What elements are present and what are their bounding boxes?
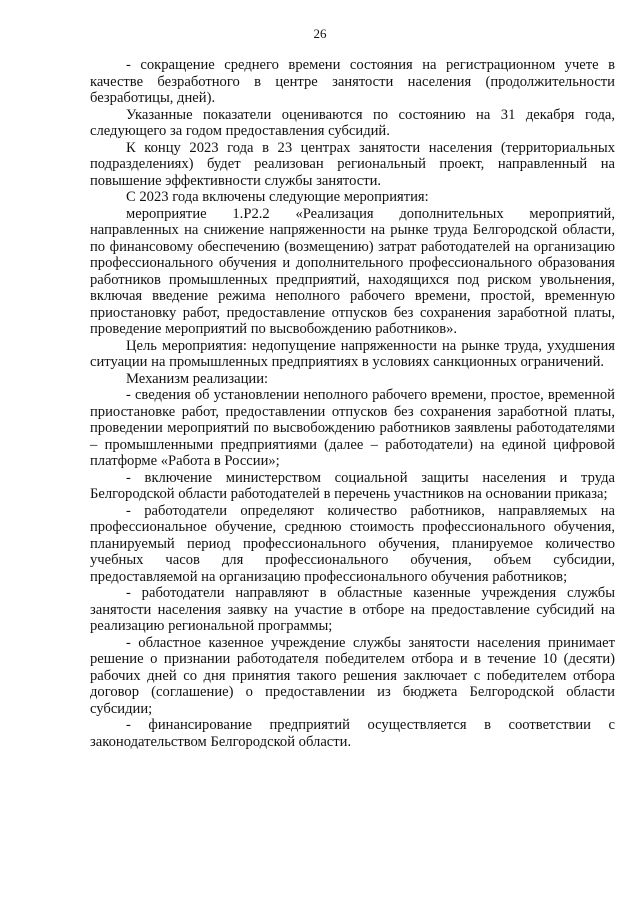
paragraph: - сведения об установлении неполного рабочего времени, простое, временной приостановке работ, предоставлении отпусков без сохранения заработной платы, проведении мероприятий по высвобождению работников заявлены работодателями – промышленными предприятиями (далее – работодатели) на единой цифровой платформе «Работа в России»; <box>90 387 615 469</box>
paragraph: Указанные показатели оцениваются по состоянию на 31 декабря года, следующего за годом предоставления субсидий. <box>90 106 615 139</box>
paragraph: - работодатели направляют в областные казенные учреждения службы занятости населения заявку на участие в отборе на предоставление субсидий на реализацию региональной программы; <box>90 585 615 634</box>
paragraph: Механизм реализации: <box>126 370 269 387</box>
page-number: 26 <box>313 26 327 41</box>
paragraph: мероприятие 1.Р2.2 «Реализация дополнительных мероприятий, направленных на снижение напряженности на рынке труда Белгородской области, по финансовому обеспечению (возмещению) затрат работодателей на организацию профессионального обучения и дополнительного профессионального образования работников промышленных предприятий, находящихся под риском увольнения, включая введение режима неполного рабочего времени, простой, временную приостановку работ, предоставление отпусков без сохранения заработной платы, проведение мероприятий по высвобождению работников». <box>90 205 615 337</box>
paragraph: - работодатели определяют количество работников, направляемых на профессиональное обучение, среднюю стоимость профессионального обучения, планируемый период профессионального обучения, планируемое количество учебных часов для профессионального обучения, объем субсидии, предоставляемой на организацию профессионального обучения работников; <box>90 502 615 585</box>
paragraph: С 2023 года включены следующие мероприятия: <box>126 189 429 205</box>
paragraph: - включение министерством социальной защиты населения и труда Белгородской области работодателей в перечень участников на основании приказа; <box>90 469 615 502</box>
paragraph: - сокращение среднего времени состояния на регистрационном учете в качестве безработного в центре занятости населения (продолжительности безработицы, дней). <box>90 57 615 106</box>
paragraph: К концу 2023 года в 23 центрах занятости населения (территориальных подразделениях) будет реализован региональный проект, направленный на повышение эффективности службы занятости. <box>90 139 615 189</box>
document-body <box>90 57 615 750</box>
paragraph: Цель мероприятия: недопущение напряженности на рынке труда, ухудшения ситуации на промышленных предприятиях в условиях санкционных ограничений. <box>90 337 615 370</box>
paragraph: - областное казенное учреждение службы занятости населения принимает решение о признании работодателя победителем отбора и в течение 10 (десяти) рабочих дней со дня принятия такого решения заключает с победителем отбора договор (соглашение) о предоставлении из бюджета Белгородской области субсидии; <box>90 634 615 717</box>
paragraph: - финансирование предприятий осуществляется в соответствии с законодательством Белгородской области. <box>90 717 615 750</box>
